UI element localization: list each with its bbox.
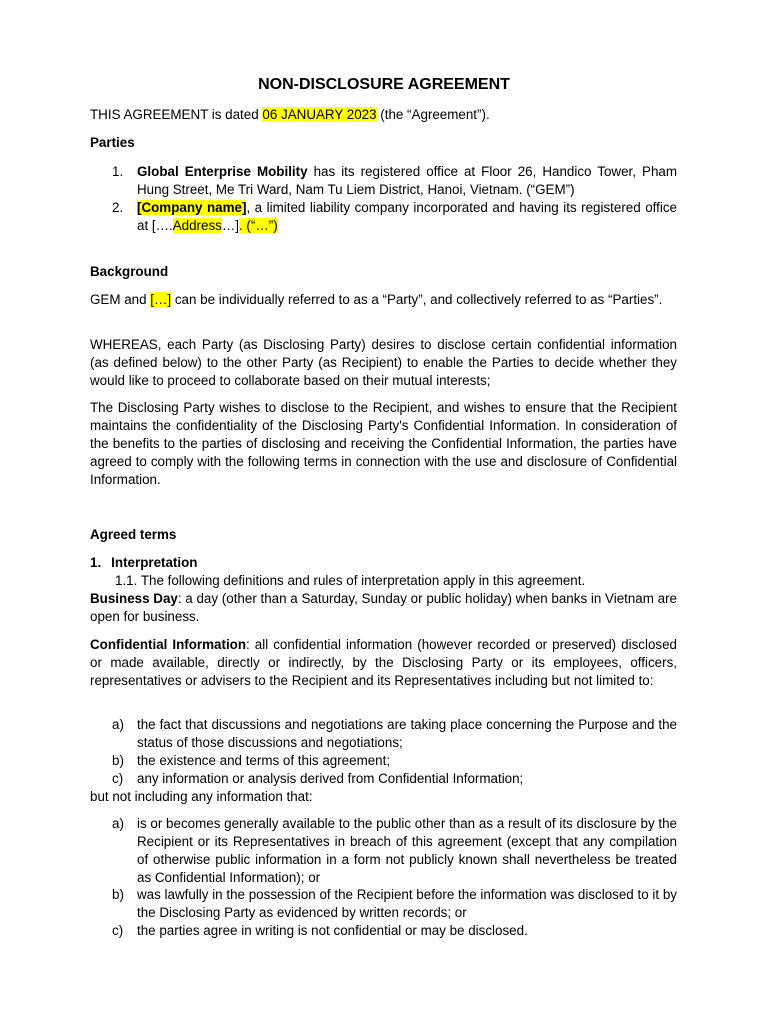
party-2-details: , a limited liability company incorporated and having its registered office at […. bbox=[137, 200, 677, 233]
list1-item-b: the existence and terms of this agreement; bbox=[137, 753, 391, 768]
bg1-before: GEM and bbox=[90, 292, 151, 307]
section-1-heading bbox=[90, 554, 677, 572]
business-day-text: : a day (other than a Saturday, Sunday or public holiday) when banks in Vietnam are open for business. bbox=[90, 591, 677, 624]
list1-b-marker: b) bbox=[112, 753, 124, 768]
party-2-number: 2. bbox=[112, 200, 124, 215]
party-2-details-2: …] bbox=[221, 218, 239, 233]
background-para-3: The Disclosing Party wishes to disclose to the Recipient, and wishes to ensure that the Recipient maintains the confidentiality of the Disclosing Party's Confidential Information. In consideration of the benefits to the parties of disclosing and receiving the Confidential Information, the parties have agreed to comply with the following terms in connection with the use and disclosure of Confidential Information. bbox=[90, 400, 677, 487]
list2-item-c: the parties agree in writing is not confidential or may be disclosed. bbox=[137, 923, 528, 938]
document-title: NON-DISCLOSURE AGREEMENT bbox=[258, 76, 510, 93]
date-prefix: THIS AGREEMENT is dated bbox=[90, 107, 263, 122]
party-1-details: has its registered office at Floor 26, Handico Tower, Pham Hung Street, Me Tri Ward, Nam Tu Liem District, Hanoi, Vietnam. (“GEM”) bbox=[137, 164, 677, 197]
agreement-date-line bbox=[90, 106, 677, 124]
background-para-1 bbox=[90, 291, 677, 309]
list2-c-marker: c) bbox=[112, 923, 124, 938]
list1-a-marker: a) bbox=[112, 717, 124, 732]
clause-1-1: 1.1. The following definitions and rules of interpretation apply in this agreement. bbox=[115, 573, 586, 588]
party-2-short-name: . (“…”) bbox=[238, 218, 278, 233]
section-1-title: Interpretation bbox=[111, 555, 198, 570]
party-2-name: [Company name] bbox=[137, 200, 247, 215]
list2-item-a: is or becomes generally available to the public other than as a result of its disclosure by the Recipient or its Representatives in breach of this agreement (except that any compilation of otherwise public information in a form not publicly known shall nevertheless be treated as Confidential Information); or bbox=[137, 816, 677, 885]
section-1-number: 1. bbox=[90, 555, 102, 570]
agreed-terms-heading: Agreed terms bbox=[90, 527, 177, 542]
date-suffix: (the “Agreement”). bbox=[376, 107, 490, 122]
bg1-after: can be individually referred to as a “Party”, and collectively referred to as “Parties”. bbox=[171, 292, 663, 307]
background-para-2: WHEREAS, each Party (as Disclosing Party) desires to disclose certain confidential information (as defined below) to the other Party (as Recipient) to enable the Parties to decide whether they would like to proceed to collaborate based on their mutual interests; bbox=[90, 337, 677, 388]
list2-b-marker: b) bbox=[112, 887, 124, 902]
but-not-including: but not including any information that: bbox=[90, 789, 313, 804]
list2-item-b: was lawfully in the possession of the Recipient before the information was disclosed to it by the Disclosing Party as evidenced by written records; or bbox=[137, 887, 677, 920]
confidential-info-term: Confidential Information bbox=[90, 637, 247, 652]
def-confidential-information bbox=[90, 636, 677, 690]
list1-item-a: the fact that discussions and negotiations are taking place concerning the Purpose and the status of those discussions and negotiations; bbox=[137, 717, 677, 750]
agreement-date: 06 JANUARY 2023 bbox=[262, 107, 377, 122]
background-heading: Background bbox=[90, 264, 169, 279]
party-1-name: Global Enterprise Mobility bbox=[137, 164, 308, 179]
party-2-address: Address bbox=[172, 218, 222, 233]
party-2-text bbox=[137, 199, 677, 235]
business-day-term: Business Day bbox=[90, 591, 178, 606]
def-business-day bbox=[90, 590, 677, 626]
party-1-text bbox=[137, 163, 677, 199]
list1-c-marker: c) bbox=[112, 771, 124, 786]
confidential-info-text: : all confidential information (however recorded or preserved) disclosed or made available, directly or indirectly, by the Disclosing Party or its employees, officers, representatives or advisers to the Recipient and its Representatives including but not limited to: bbox=[90, 637, 677, 688]
party-1-number: 1. bbox=[112, 164, 124, 179]
parties-heading: Parties bbox=[90, 135, 135, 150]
list1-item-c: any information or analysis derived from Confidential Information; bbox=[137, 771, 524, 786]
list2-a-marker: a) bbox=[112, 816, 124, 831]
party-placeholder: […] bbox=[150, 292, 172, 307]
